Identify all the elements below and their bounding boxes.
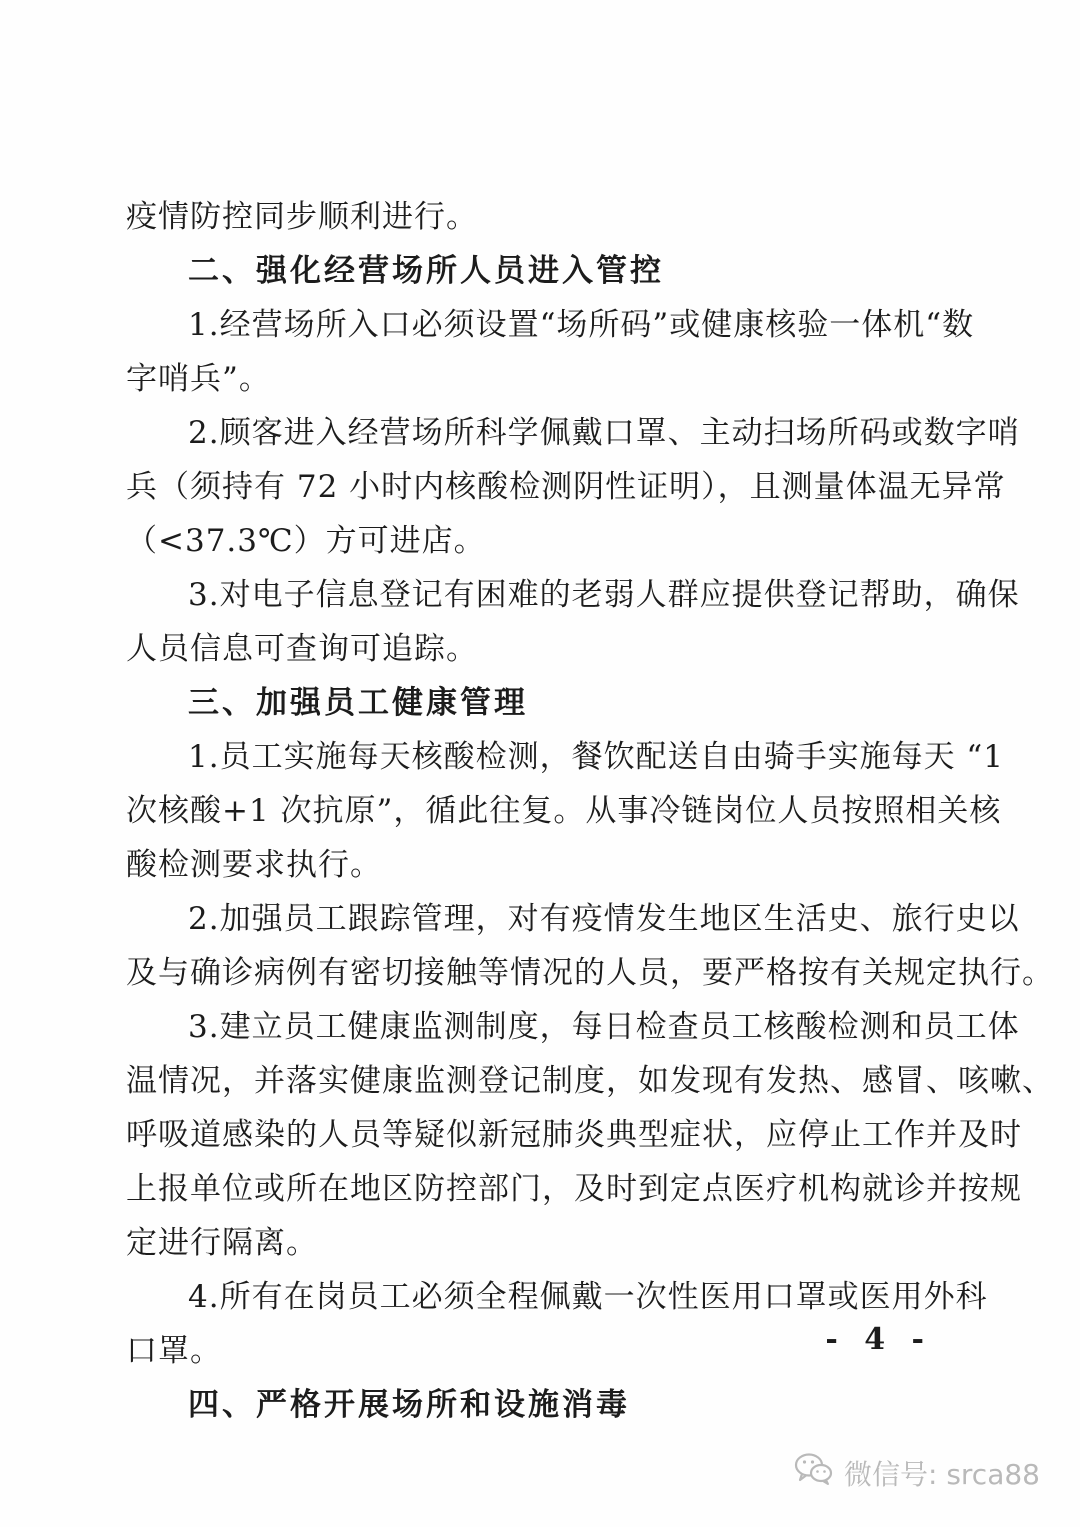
text-line: 酸检测要求执行。 [126, 847, 382, 883]
text-line: 字哨兵”。 [126, 361, 271, 397]
watermark-text: 微信号: srca88 [843, 1457, 1040, 1491]
text-line: 呼吸道感染的人员等疑似新冠肺炎典型症状，应停止工作并及时 [126, 1117, 1022, 1153]
text-line: 1.员工实施每天核酸检测，餐饮配送自由骑手实施每天 “1 [188, 739, 1004, 775]
paragraph [126, 190, 938, 244]
paragraph [126, 730, 1004, 892]
section-heading [126, 1378, 938, 1432]
text-line: 口罩。 [126, 1333, 222, 1369]
paragraph [126, 406, 1020, 568]
text-line: 3.对电子信息登记有困难的老弱人群应提供登记帮助，确保 [188, 577, 1020, 613]
text-line: （<37.3℃）方可进店。 [126, 523, 486, 559]
wechat-icon [794, 1452, 834, 1493]
text-line: 上报单位或所在地区防控部门，及时到定点医疗机构就诊并按规 [126, 1171, 1022, 1207]
heading-line: 三、加强员工健康管理 [188, 685, 528, 721]
section-heading [126, 676, 938, 730]
paragraph [126, 568, 1020, 676]
document-body [126, 190, 1054, 1432]
paragraph [126, 1270, 988, 1378]
heading-line: 四、严格开展场所和设施消毒 [188, 1387, 630, 1423]
wechat-watermark [794, 1452, 1040, 1493]
text-line: 定进行隔离。 [126, 1225, 318, 1261]
text-line: 疫情防控同步顺利进行。 [126, 199, 478, 235]
text-line: 4.所有在岗员工必须全程佩戴一次性医用口罩或医用外科 [188, 1279, 988, 1315]
text-line: 2.加强员工跟踪管理，对有疫情发生地区生活史、旅行史以 [188, 901, 1020, 937]
section-heading [126, 244, 938, 298]
text-line: 1.经营场所入口必须设置“场所码”或健康核验一体机“数 [188, 307, 975, 343]
paragraph [126, 892, 1054, 1000]
text-line: 温情况，并落实健康监测登记制度，如发现有发热、感冒、咳嗽、 [126, 1063, 1054, 1099]
text-line: 3.建立员工健康监测制度，每日检查员工核酸检测和员工体 [188, 1009, 1020, 1045]
paragraph [126, 298, 975, 406]
text-line: 及与确诊病例有密切接触等情况的人员，要严格按有关规定执行。 [126, 955, 1054, 991]
heading-line: 二、强化经营场所人员进入管控 [188, 253, 664, 289]
text-line: 2.顾客进入经营场所科学佩戴口罩、主动扫场所码或数字哨 [188, 415, 1020, 451]
paragraph [126, 1000, 1054, 1270]
text-line: 人员信息可查询可追踪。 [126, 631, 478, 667]
text-line: 次核酸+1 次抗原”，循此往复。从事冷链岗位人员按照相关核 [126, 793, 1002, 829]
page-number: - 4 - [825, 1322, 932, 1357]
text-line: 兵（须持有 72 小时内核酸检测阴性证明），且测量体温无异常 [126, 469, 1006, 505]
